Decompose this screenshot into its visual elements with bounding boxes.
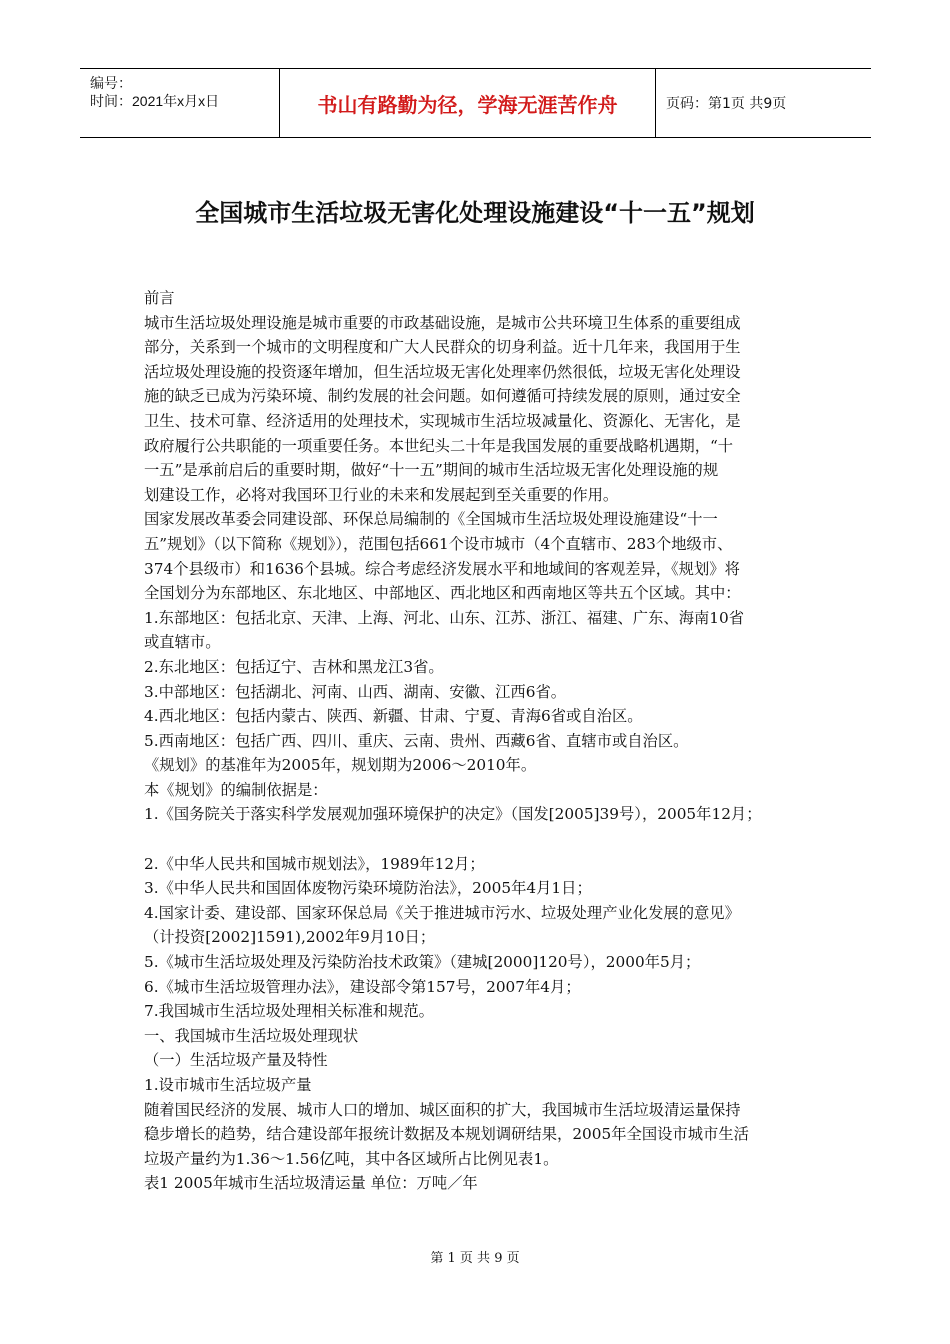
body-line: 2.《中华人民共和国城市规划法》，1989年12月；: [144, 854, 485, 873]
body-line: 表1 2005年城市生活垃圾清运量 单位：万吨／年: [144, 1174, 478, 1193]
header-page-number: 页码：第1页 共9页: [666, 96, 787, 112]
header-meta: [80, 69, 280, 137]
body-line: 一、我国城市生活垃圾处理现状: [144, 1026, 359, 1045]
body-line: 政府履行公共职能的一项重要任务。本世纪头二十年是我国发展的重要战略机遇期，“十: [144, 436, 734, 455]
body-line: 部分，关系到一个城市的文明程度和广大人民群众的切身利益。近十几年来，我国用于生: [144, 338, 741, 357]
body-line: 卫生、技术可靠、经济适用的处理技术，实现城市生活垃圾减量化、资源化、无害化，是: [144, 411, 741, 430]
body-line: [144, 827, 814, 852]
body-line: 4.国家计委、建设部、国家环保总局《关于推进城市污水、垃圾处理产业化发展的意见》: [144, 903, 740, 922]
body-line: 一五”是承前启后的重要时期，做好“十一五”期间的城市生活垃圾无害化处理设施的规: [144, 461, 719, 480]
body-line: 本《规划》的编制依据是：: [144, 780, 328, 799]
document-body: [144, 286, 814, 1196]
body-line: 稳步增长的趋势，结合建设部年报统计数据及本规划调研结果，2005年全国设市城市生活: [144, 1125, 749, 1144]
body-line: 城市生活垃圾处理设施是城市重要的市政基础设施，是城市公共环境卫生体系的重要组成: [144, 313, 741, 332]
body-line: 1.设市城市生活垃圾产量: [144, 1076, 312, 1094]
body-line: 国家发展改革委会同建设部、环保总局编制的《全国城市生活垃圾处理设施建设“十一: [144, 510, 718, 529]
body-line: 4.西北地区：包括内蒙古、陕西、新疆、甘肃、宁夏、青海6省或自治区。: [144, 707, 643, 726]
body-line: 1.东部地区：包括北京、天津、上海、河北、山东、江苏、浙江、福建、广东、海南10省: [144, 608, 745, 627]
body-line: 全国划分为东部地区、东北地区、中部地区、西北地区和西南地区等共五个区域。其中：: [144, 584, 741, 603]
body-line: 划建设工作，必将对我国环卫行业的未来和发展起到至关重要的作用。: [144, 485, 619, 504]
body-line: （计投资[2002]1591),2002年9月10日；: [144, 928, 436, 947]
body-line: （一）生活垃圾产量及特性: [144, 1051, 328, 1070]
page-footer: 第 1 页 共 9 页: [430, 1251, 520, 1266]
body-line: 5.《城市生活垃圾处理及污染防治技术政策》（建城[2000]120号），2000年5月；: [144, 953, 701, 972]
page-header: [80, 68, 871, 138]
header-motto: 书山有路勤为径，学海无涯苦作舟: [280, 69, 656, 137]
body-line: 5.西南地区：包括广西、四川、重庆、云南、贵州、西藏6省、直辖市或自治区。: [144, 731, 689, 750]
body-line: 随着国民经济的发展、城市人口的增加、城区面积的扩大，我国城市生活垃圾清运量保持: [144, 1100, 741, 1119]
body-line: 3.《中华人民共和国固体废物污染环境防治法》，2005年4月1日；: [144, 879, 592, 898]
body-line: 前言: [144, 289, 175, 307]
body-line: 3.中部地区：包括湖北、河南、山西、湖南、安徽、江西6省。: [144, 682, 567, 701]
body-line: 6.《城市生活垃圾管理办法》，建设部令第157号，2007年4月；: [144, 977, 581, 996]
document-number-label: 编号：: [90, 75, 132, 91]
body-line: 2.东北地区：包括辽宁、吉林和黑龙江3省。: [144, 657, 444, 676]
body-line: 《规划》的基准年为2005年，规划期为2006～2010年。: [144, 756, 537, 775]
document-title: 全国城市生活垃圾无害化处理设施建设“十一五”规划: [195, 199, 755, 227]
body-line: 或直辖市。: [144, 633, 221, 652]
body-line: 施的缺乏已成为污染环境、制约发展的社会问题。如何遵循可持续发展的原则，通过安全: [144, 387, 741, 406]
body-line: 活垃圾处理设施的投资逐年增加，但生活垃圾无害化处理率仍然很低，垃圾无害化处理设: [144, 362, 741, 381]
body-line: 374个县级市）和1636个县城。综合考虑经济发展水平和地域间的客观差异，《规划》将: [144, 559, 740, 578]
body-line: 五”规划》（以下简称《规划》），范围包括661个设市城市（4个直辖市、283个地级市、: [144, 534, 733, 553]
body-line: 1.《国务院关于落实科学发展观加强环境保护的决定》（国发[2005]39号），2005年12月；: [144, 805, 762, 824]
body-line: 7.我国城市生活垃圾处理相关标准和规范。: [144, 1002, 434, 1021]
body-line: 垃圾产量约为1.36～1.56亿吨，其中各区域所占比例见表1。: [144, 1149, 559, 1168]
document-time-label: 时间：2021年x月x日: [90, 93, 220, 109]
